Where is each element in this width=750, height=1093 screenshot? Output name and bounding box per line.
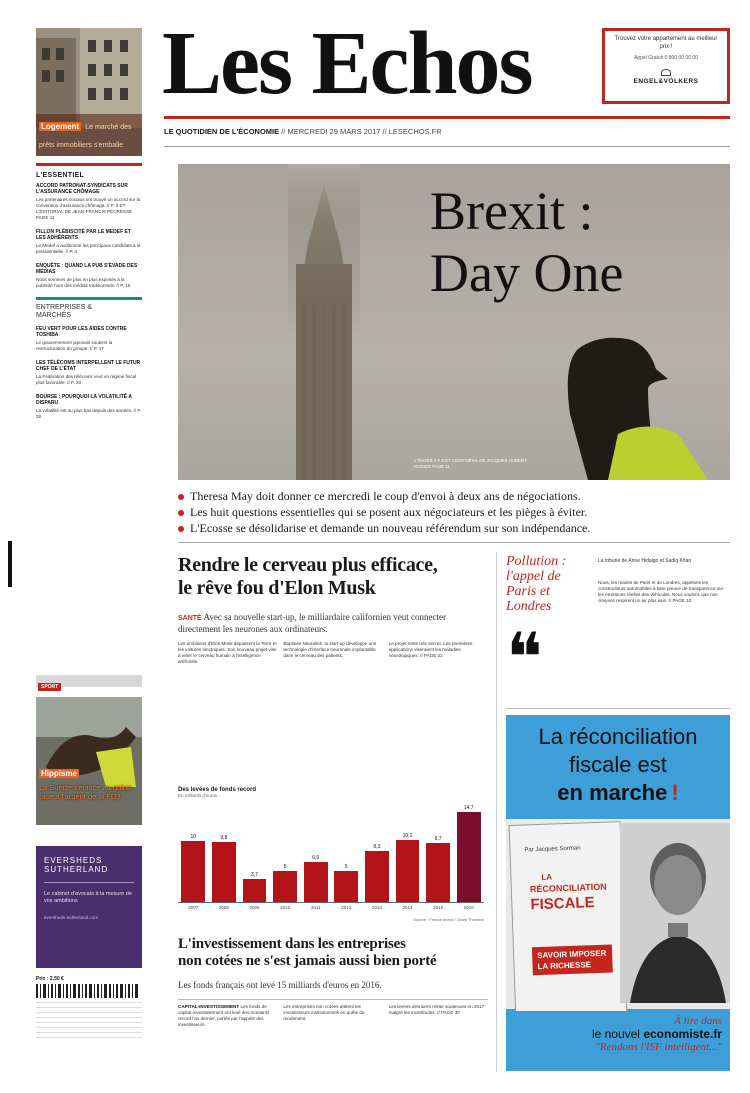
masthead-red-rule	[164, 116, 730, 119]
musk-body	[178, 641, 488, 751]
pollution-byline: La tribune de Anne Hidalgo et Sadiq Khan	[598, 558, 692, 564]
musk-col-2: Baptisée Neuralink, la start-up développe une technologie d'interface neuronale implantable dans le cerveau des patients.	[283, 641, 377, 658]
footer-fineprint	[36, 1002, 142, 1042]
hero-bullet-3	[178, 520, 730, 536]
ad-footer	[506, 1011, 730, 1071]
entreprises-item-body: La volatilité est au plus bas depuis des années. // P. 28	[36, 408, 142, 419]
ad-url: eversheds-sutherland.com	[44, 915, 99, 920]
ad-brand-1: EVERSHEDS	[44, 856, 103, 865]
tagline: LE QUOTIDIEN DE L'ÉCONOMIE	[164, 127, 280, 136]
chart-value-label: 9,8	[220, 834, 228, 841]
chart-value-label: 9,7	[434, 835, 442, 842]
author-portrait	[620, 823, 730, 1003]
promo-top[interactable]	[36, 28, 142, 156]
essentiel-list	[36, 183, 142, 289]
ad-footer-2	[506, 1027, 722, 1041]
ad-footer-3: "Rendons l'ISF intelligent..."	[595, 1041, 722, 1053]
sport-tag	[36, 675, 142, 690]
chart-bar	[243, 879, 267, 902]
article-invest[interactable]	[178, 936, 488, 1066]
hero-bullet-1	[178, 488, 730, 504]
bullet-icon	[178, 494, 184, 500]
chart-x-tick: 2016	[463, 905, 474, 910]
dateline: // MERCREDI 29 MARS 2017 // LESECHOS.FR	[281, 127, 442, 136]
pollution-block[interactable]	[506, 554, 730, 704]
chart-value-label: 3,7	[251, 872, 258, 879]
ad-footer-1: À lire dans	[674, 1015, 722, 1027]
invest-col-2: Les entreprises non cotées attirent les investisseurs institutionnels en quête de rendement.	[283, 1004, 365, 1021]
quote-icon: ❝	[506, 620, 543, 696]
chart-bar	[396, 840, 420, 902]
entreprises-item-head: FEU VERT POUR LES AIDES CONTRE TOSHIBA	[36, 326, 127, 338]
chart-bar	[426, 843, 450, 902]
chart-value-label: 5	[283, 864, 287, 871]
hero-bottom-rule	[178, 542, 730, 543]
promo-top-text: Le marché des prêts immobiliers s'emballe	[39, 124, 132, 149]
hero-headline-1: Brexit :	[430, 181, 594, 241]
book-title-2: RÉCONCILIATION	[529, 881, 607, 895]
chart-source: Source : France Invest / Grant Thornton	[413, 917, 484, 922]
pollution-title: Pollution : l'appel de Paris et Londres	[506, 554, 567, 614]
pollution-body: Nous, les maires de Paris et de Londres, appelons les constructeurs automobiles à faire preuve de transparence sur les émissions réelles des véhicules. Nous voulons que nos citoyens respirent un air plus sain. // PAGE 10	[598, 580, 724, 603]
essentiel-item-head: ACCORD PATRONAT-SYNDICATS SUR L'ASSURANCE CHÔMAGE	[36, 183, 128, 195]
masthead-title: Les Echos	[162, 14, 532, 113]
ad-exclaim: !	[671, 780, 679, 805]
invest-lead: Les fonds français ont levé 15 milliards d'euros en 2016.	[178, 980, 382, 990]
invest-col-3: Les levées devraient rester soutenues en 2017 malgré les incertitudes. // PAGE 30	[388, 1004, 485, 1015]
chart-x-tick: 2013	[371, 905, 382, 910]
ad-line-2: fiscale est	[569, 752, 667, 777]
ad-headline	[506, 723, 730, 807]
chart-value-label: 14,7	[463, 804, 474, 811]
chart-bar	[365, 851, 389, 902]
section-rule	[36, 297, 142, 300]
musk-kicker: SANTÉ	[178, 615, 202, 622]
ad-rule	[44, 882, 134, 883]
chart-value-label: 6,5	[312, 855, 320, 862]
entreprises-item-head: BOURSE : POURQUOI LA VOLATILITÉ A DISPARU	[36, 394, 132, 406]
ad-line-1: La réconciliation	[538, 724, 698, 749]
chart-x-tick: 2009	[249, 905, 260, 910]
footer-price: Prix : 2,50 €	[36, 976, 64, 982]
masthead-bottom-rule	[164, 146, 730, 147]
chart-x-tick: 2008	[218, 905, 229, 910]
essentiel-item-body: Nous sommes de plus en plus exposés à la publicité hors des médias traditionnels. // P. 15	[36, 277, 131, 288]
ad-reconciliation[interactable]	[506, 715, 730, 1071]
musk-headline-2: le rêve fou d'Elon Musk	[178, 577, 376, 599]
book-cover	[509, 821, 628, 1021]
ad-footer-2b: economiste.fr	[643, 1027, 722, 1041]
chart-value-label: 10,1	[402, 833, 413, 840]
sidebar	[36, 172, 142, 428]
chart-x-tick: 2011	[310, 905, 321, 910]
hero-bullet-text: Theresa May doit donner ce mercredi le coup d'envoi à deux ans de négociations.	[190, 489, 581, 503]
chart-value-label: 10	[190, 833, 197, 840]
invest-body	[178, 1004, 488, 1066]
invest-headline-2: non cotées ne s'est jamais aussi bien porté	[178, 953, 437, 969]
musk-lead-text: Avec sa nouvelle start-up, le milliardaire californien veut connecter directement les neurones aux ordinateurs.	[178, 612, 446, 634]
promo-hippisme-label: Hippisme	[41, 769, 78, 778]
entreprises-item[interactable]	[36, 326, 142, 352]
invest-col-1-text: Les fonds de capital-investissement ont levé des montants record l'an dernier, portés par l'appétit des investisseurs.	[178, 1004, 270, 1027]
ad-top-brand: ENGEL&VÖLKERS	[633, 78, 699, 85]
ad-brand-2: SUTHERLAND	[44, 865, 109, 874]
ad-line-3	[506, 779, 730, 807]
article-musk[interactable]	[178, 554, 488, 751]
essentiel-item[interactable]	[36, 263, 142, 289]
hero-bullets	[178, 488, 730, 536]
pollution-rule	[506, 708, 730, 709]
chart-title: Des levées de fonds record	[178, 787, 257, 793]
building-photo	[36, 28, 142, 128]
chart-x-tick: 2014	[402, 905, 413, 910]
musk-col-1: Les ambitions d'Elon Musk dépassent la Terre et les voitures électriques. Son nouveau projet vise à relier le cerveau humain à l'intelligence artificielle.	[178, 641, 277, 664]
chart-bar	[334, 871, 358, 902]
promo-hippisme-caption	[36, 761, 142, 825]
book-subtitle: SAVOIR IMPOSER LA RICHESSE	[532, 944, 613, 975]
musk-lead	[178, 612, 488, 635]
promo-top-label: Logement	[41, 122, 80, 131]
ad-top-right[interactable]	[602, 28, 730, 104]
promo-hippisme[interactable]	[36, 697, 142, 825]
masthead-tagline	[164, 127, 442, 136]
center-divider	[496, 552, 497, 1072]
essentiel-item-head: ENQUÊTE : QUAND LA PUB S'ÉVADE DES MÉDIAS	[36, 263, 138, 275]
entreprises-item-body: La Fédération des télécoms veut un régime fiscal plus favorable. // P. 20	[36, 374, 137, 385]
hero-photo	[178, 164, 730, 480]
ad-footer-2a: le nouvel	[591, 1027, 644, 1041]
entreprises-item-body: Le gouvernement japonais soutient la restructuration du groupe. // P. 17	[36, 340, 113, 351]
chart-x-tick: 2015	[433, 905, 444, 910]
invest-kicker: CAPITAL-INVESTISSEMENT	[178, 1004, 240, 1009]
chart-bar	[212, 842, 236, 902]
ad-text: Le cabinet d'avocats à la mesure de vos ambitions	[44, 891, 132, 904]
hero-bullet-text: Les huit questions essentielles qui se posent aux négociateurs et les pièges à éviter.	[190, 505, 588, 519]
essentiel-item-body: Les partenaires sociaux ont trouvé un accord sur la convention d'assurance chômage. // P. 3 ET L'ÉDITORIAL DE JEAN-FRANCIS PÉCRESSE PAGE 11	[36, 197, 141, 220]
sport-tag-label: SPORT	[38, 683, 61, 691]
chart-value-label: 5	[344, 864, 348, 871]
promo-top-caption	[36, 114, 142, 156]
chart-bar	[457, 812, 481, 902]
hero-caption: // PAGES 2 À 5 ET L'ÉDITORIAL DE JACQUES HUBERT-RODIER PAGE 11	[414, 458, 528, 469]
essentiel-item-body: Le Medef a auditionné les principaux candidats à la présidentielle. // P. 4	[36, 243, 141, 254]
musk-col-3: Le projet reste très secret. Les premières applications viseraient les maladies neurologiques. // PAGE 22	[388, 641, 473, 658]
book-title-3: FISCALE	[530, 894, 595, 914]
chart-x-tick: 2007	[188, 905, 199, 910]
barcode-icon	[36, 984, 142, 998]
book-author: Par Jacques Sorman	[524, 845, 581, 854]
hero-bullet-2	[178, 504, 730, 520]
ad-line-3-bold: en marche	[557, 780, 668, 805]
footer-barcode-area	[36, 976, 142, 1066]
entreprises-item[interactable]	[36, 394, 142, 420]
section-title: ENTREPRISES & MARCHÉS	[36, 304, 93, 319]
promo-hippisme-text: La Suède s'élance au galop face à l'argent de la FDJ	[39, 783, 132, 801]
ad-top-line1: Trouvez votre appartement au meilleur prix !	[614, 36, 718, 50]
chart-bar	[304, 862, 328, 902]
entreprises-item[interactable]	[36, 360, 142, 386]
entreprises-list	[36, 326, 142, 420]
musk-headline-1: Rendre le cerveau plus efficace,	[178, 554, 438, 576]
essentiel-item[interactable]	[36, 229, 142, 255]
invest-col-1	[178, 1004, 277, 1066]
chart-bar	[273, 871, 297, 902]
chart-subtitle: En milliards d'euros	[178, 793, 218, 798]
chart-x-axis	[178, 905, 484, 913]
bullet-icon	[178, 526, 184, 532]
book-title-1: LA	[541, 872, 553, 882]
invest-rule	[178, 999, 488, 1000]
invest-headline-1: L'investissement dans les entreprises	[178, 936, 406, 952]
bullet-icon	[178, 510, 184, 516]
essentiel-item[interactable]	[36, 183, 142, 221]
ad-top-logo	[661, 69, 671, 76]
chart-x-tick: 2010	[280, 905, 291, 910]
hero-bullet-text: L'Ecosse se désolidarise et demande un nouveau référendum sur son indépendance.	[190, 521, 591, 535]
left-red-rule	[36, 163, 142, 166]
hero-headline-2: Day One	[430, 243, 624, 303]
chart-block	[178, 787, 488, 927]
chart-bar	[181, 841, 205, 902]
fold-marker	[8, 541, 12, 587]
essentiel-item-head: FILLON PLÉBISCITÉ PAR LE MEDEF ET LES ADHÉRENTS	[36, 229, 131, 241]
ad-eversheds[interactable]	[36, 846, 142, 968]
ad-top-line2: Appel Gratuit 0 800 00 00 00	[634, 55, 698, 61]
chart-value-label: 8,3	[373, 844, 381, 851]
essentiel-title: L'ESSENTIEL	[36, 172, 85, 179]
entreprises-item-head: LES TÉLÉCOMS INTERPELLENT LE FUTUR CHEF DE L'ÉTAT	[36, 360, 141, 372]
chart-plot-area	[178, 805, 484, 903]
chart-x-tick: 2012	[341, 905, 352, 910]
